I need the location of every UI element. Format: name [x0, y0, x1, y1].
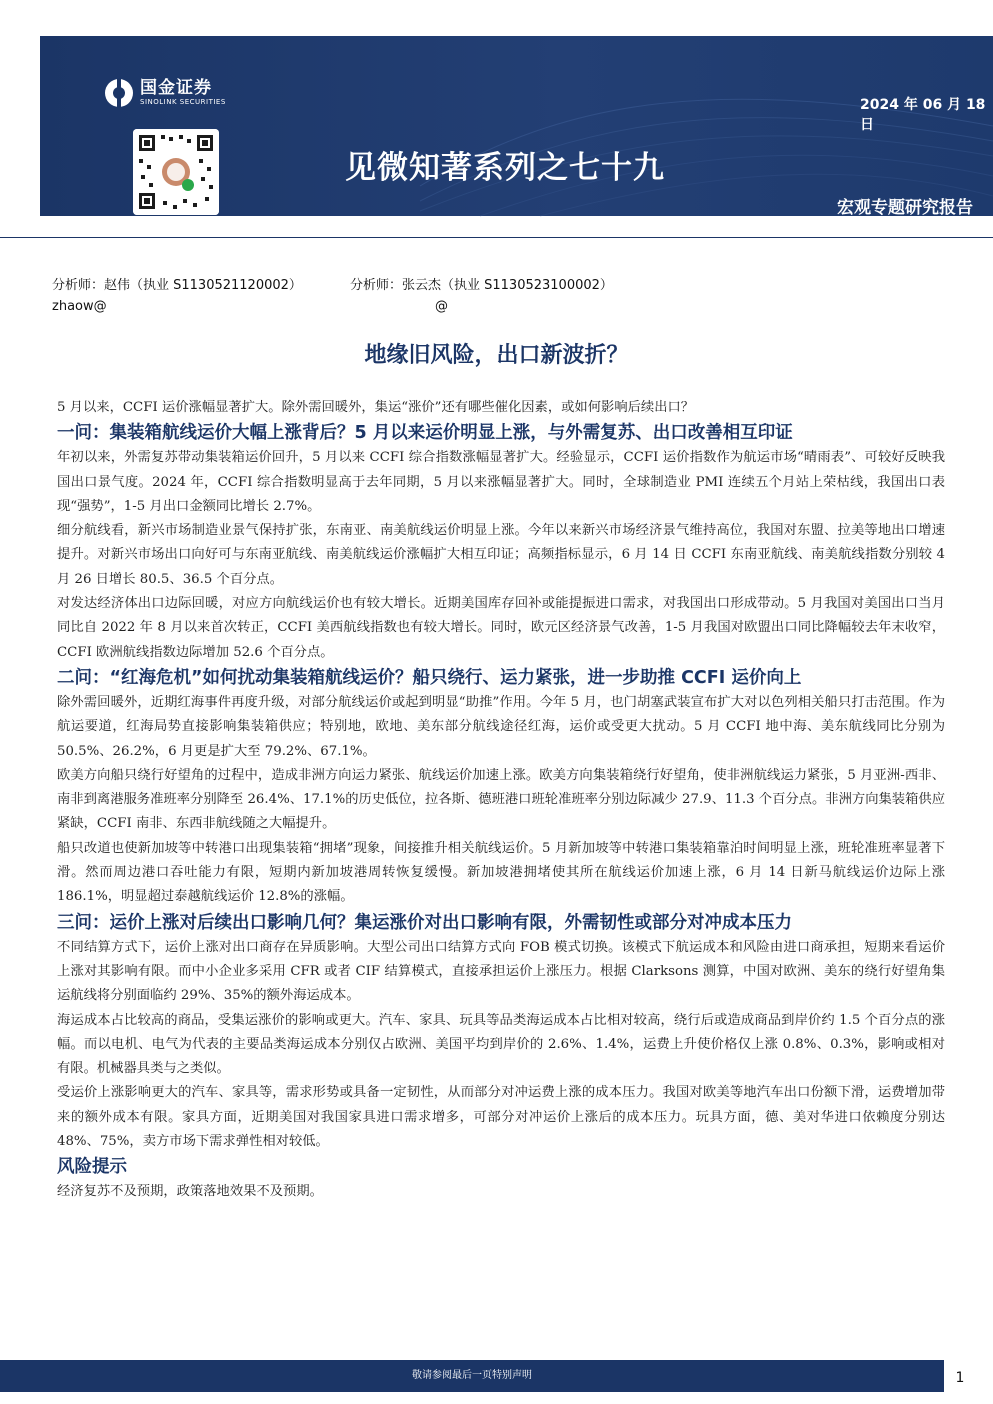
- footer-disclaimer: 敬请参阅最后一页特别声明: [412, 1370, 532, 1381]
- section-heading-1: 一问：集装箱航线运价大幅上涨背后？5 月以来运价明显上涨，与外需复苏、出口改善相互印证: [57, 423, 793, 444]
- section-heading-3: 三问：运价上涨对后续出口影响几何？集运涨价对出口影响有限，外需韧性或部分对冲成本压力: [57, 912, 792, 933]
- report-date: 2024 年 06 月 18 日: [860, 97, 986, 133]
- paragraph: 除外需回暖外，近期红海事件再度升级，对部分航线运价或起到明显“助推”作用。今年 5 月，也门胡塞武装宣布扩大对以色列相关船只打击范围。作为航运要道，红海局势直接影响集装箱供应；特别地，欧地、美东部分航线途径红海，运价或受更大扰动。5 月 CCFI 地中海、美东航线同比分别为 50.5%、26.2%，6 月更是扩大至 79.2%、67.1%。: [57, 694, 945, 759]
- analyst-2-name: 分析师：张云杰（执业 S1130523100002）: [350, 278, 613, 293]
- header-divider: [0, 237, 993, 238]
- paragraph: 船只改道也使新加坡等中转港口出现集装箱“拥堵”现象，间接推升相关航线运价。5 月新加坡等中转港口集装箱靠泊时间明显上涨，班轮准班率显著下滑。然而周边港口吞吐能力有限，短期内新加坡港周转恢复缓慢。新加坡港拥堵使其所在航线运价加速上涨，6 月 14 日新马航线运价边际上涨 186.1%，明显超过泰越航线运价 12.8%的涨幅。: [57, 840, 945, 905]
- logo-english-name: SINOLINK SECURITIES: [140, 98, 226, 106]
- page-number: 1: [955, 1370, 965, 1386]
- qr-code-icon: [133, 129, 219, 215]
- paragraph: 欧美方向船只绕行好望角的过程中，造成非洲方向运力紧张、航线运价加速上涨。欧美方向集装箱绕行好望角，使非洲航线运力紧张，5 月亚洲-西非、南非到离港服务准班率分别降至 26.4%、17.1%的历史低位，拉各斯、德班港口班轮准班率分别边际减少 27.9、11.3 个百分点。非洲方向集装箱供应紧缺，CCFI 南非、东西非航线随之大幅提升。: [57, 767, 945, 832]
- footer-bar: [0, 1360, 944, 1392]
- sinolink-logo-icon: [104, 78, 134, 108]
- section-heading-2: 二问：“红海危机”如何扰动集装箱航线运价？船只绕行、运力紧张，进一步助推 CCFI 运价向上: [57, 667, 802, 688]
- risk-paragraph: 经济复苏不及预期，政策落地效果不及预期。: [57, 1184, 323, 1200]
- report-type: 宏观专题研究报告: [837, 198, 973, 218]
- logo-chinese-name: 国金证券: [140, 78, 212, 98]
- paragraph: 对发达经济体出口边际回暖，对应方向航线运价也有较大增长。近期美国库存回补或能提振进口需求，对我国出口形成带动。5 月我国对美国出口当月同比自 2022 年 8 月以来首次转正，CCFI 美西航线指数也有较大增长。同时，欧元区经济景气改善，1-5 月我国对欧盟出口同比降幅较去年末收窄，CCFI 欧洲航线指数边际增加 52.6 个百分点。: [57, 596, 945, 660]
- series-title: 见微知著系列之七十九: [345, 150, 665, 186]
- paragraph: 细分航线看，新兴市场制造业景气保持扩张，东南亚、南美航线运价明显上涨。今年以来新兴市场经济景气维持高位，我国对东盟、拉美等地出口增速提升。对新兴市场出口向好可与东南亚航线、南美航线运价涨幅扩大相互印证；高频指标显示，6 月 14 日 CCFI 东南亚航线、南美航线指数分别较 4 月 26 日增长 80.5、36.5 个百分点。: [57, 523, 945, 587]
- intro-paragraph: 5 月以来，CCFI 运价涨幅显著扩大。除外需回暖外，集运“涨价”还有哪些催化因素，或如何影响后续出口？: [57, 400, 695, 415]
- analyst-2-email: @: [435, 299, 448, 314]
- report-header-banner: [40, 36, 993, 237]
- report-subtype: 证券研究报告: [913, 226, 973, 237]
- analyst-block: [52, 275, 613, 317]
- paragraph: 不同结算方式下，运价上涨对出口商存在异质影响。大型公司出口结算方式向 FOB 模式切换。该模式下航运成本和风险由进口商承担，短期来看运价上涨对其影响有限。而中小企业多采用 CFR 或者 CIF 结算模式，直接承担运价上涨压力。根据 Clarksons 测算，中国对欧洲、美东的绕行好望角集运航线将分别面临约 29%、35%的额外海运成本。: [57, 939, 945, 1004]
- report-body: [57, 396, 945, 1205]
- report-title: 地缘旧风险，出口新波折？: [364, 343, 629, 368]
- paragraph: 受运价上涨影响更大的汽车、家具等，需求形势或具备一定韧性，从而部分对冲运费上涨的成本压力。我国对欧美等地汽车出口份额下滑，运费增加带来的额外成本有限。家具方面，近期美国对我国家具进口需求增多，可部分对冲运价上涨后的成本压力。玩具方面，德、美对华进口依赖度分别达 48%、75%，卖方市场下需求弹性相对较低。: [57, 1085, 945, 1150]
- analyst-1-email: zhaow@: [52, 299, 107, 314]
- paragraph: 海运成本占比较高的商品，受集运涨价的影响或更大。汽车、家具、玩具等品类海运成本占比相对较高，绕行后或造成商品到岸价约 1.5 个百分点的涨幅。而以电机、电气为代表的主要品类海运成本分别仅占欧洲、美国平均到岸价的 2.6%、1.4%，运费上升使价格仅上涨 0.8%、0.3%，影响或相对有限。机械器具类与之类似。: [57, 1012, 945, 1077]
- company-logo: [104, 78, 226, 108]
- paragraph: 年初以来，外需复苏带动集装箱运价回升，5 月以来 CCFI 综合指数涨幅显著扩大。经验显示，CCFI 运价指数作为航运市场“晴雨表”、可较好反映我国出口景气度。2024 年，CCFI 综合指数明显高于去年同期，5 月以来涨幅显著扩大。同时，全球制造业 PMI 连续五个月站上荣枯线，我国出口表现“强势”，1-5 月出口金额同比增长 2.7%。: [57, 450, 945, 514]
- analyst-1-name: 分析师：赵伟（执业 S1130521120002）: [52, 278, 302, 293]
- section-heading-risk: 风险提示: [57, 1157, 127, 1178]
